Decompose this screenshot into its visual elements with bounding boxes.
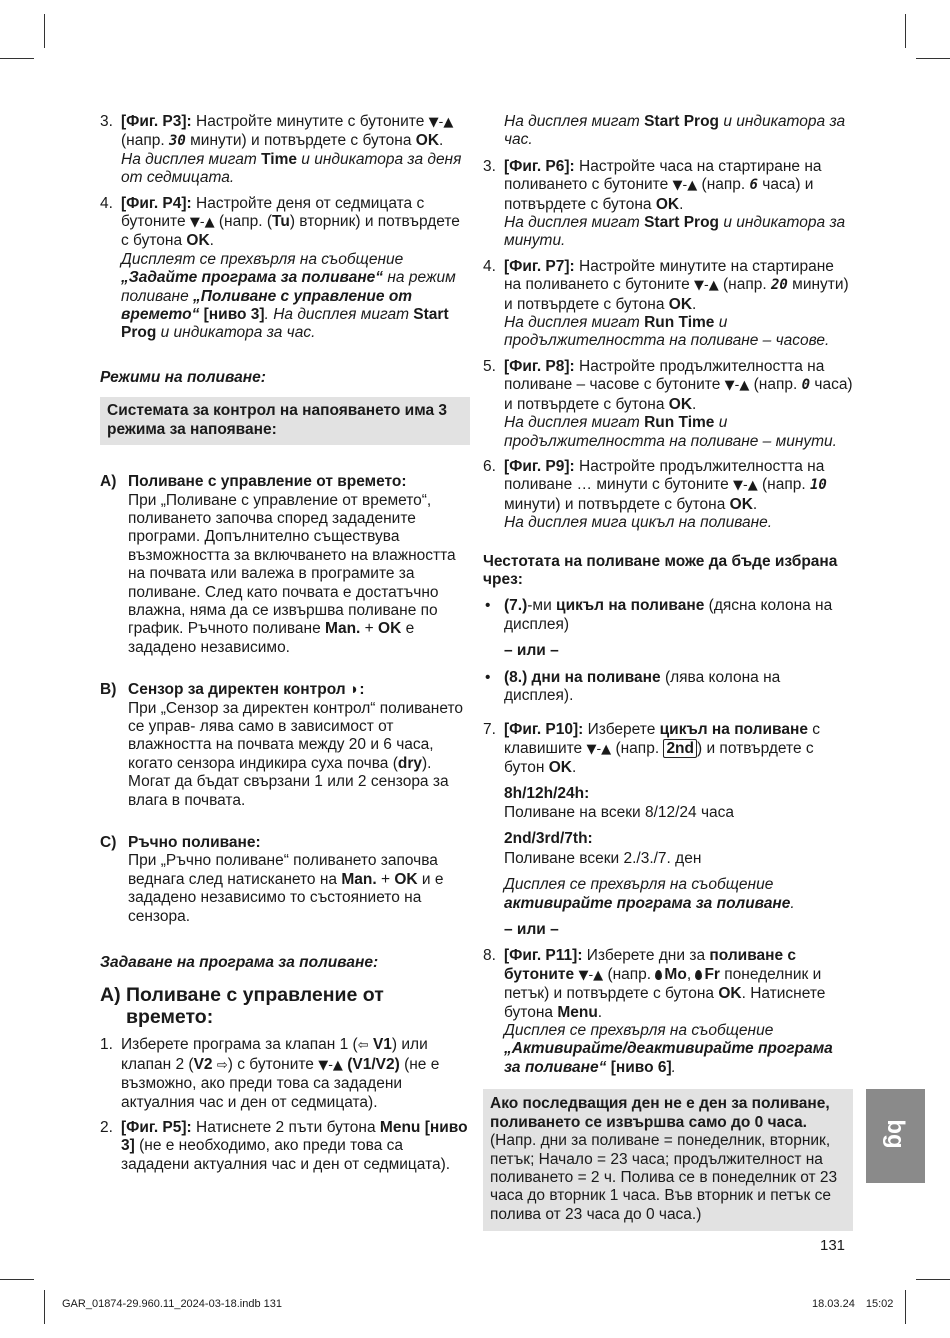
text: . (597, 1003, 603, 1021)
crop-mark (916, 1279, 950, 1280)
figure-ref: [Фиг. P3]: (121, 113, 192, 130)
text: Man. (325, 620, 361, 638)
step-number: 4. (483, 257, 496, 275)
cycle-hours-heading: 8h/12h/24h: (504, 784, 590, 802)
text: . (671, 1058, 676, 1076)
ok-key: OK (668, 395, 693, 413)
programming-title: Задаване на програма за поливане: (100, 954, 379, 972)
footer-timestamp: 18.03.24 15:02 (812, 1298, 894, 1310)
crop-mark (44, 14, 45, 48)
figure-ref: [Фиг. P8]: (504, 357, 575, 375)
text: Start Prog (644, 113, 720, 130)
or-separator: – или – (504, 921, 559, 939)
text: . (679, 195, 684, 213)
figure-ref: [Фиг. P5]: (121, 1119, 192, 1137)
figure-ref: [Фиг. P7]: (504, 257, 575, 275)
text: На дисплея мигат (504, 214, 645, 232)
step-number: 4. (100, 194, 113, 212)
crop-mark (905, 14, 906, 48)
figure-ref: [Фиг. P6]: (504, 157, 575, 175)
text: . (571, 759, 577, 777)
cycle-days-heading: 2nd/3rd/7th: (504, 830, 593, 848)
mode-heading: Поливане с управление от времето: (128, 473, 407, 491)
text: V2 (193, 1055, 213, 1073)
mode-letter: C) (100, 834, 117, 851)
text: и индикатора за час. (504, 113, 846, 149)
text: -ми (527, 597, 557, 615)
text: Menu (557, 1003, 598, 1021)
step-number: 2. (100, 1119, 113, 1137)
text: (не е необходимо, ако преди това са зададени актуалния час и ден от седмицата). (121, 1137, 451, 1173)
arrow-keys-icon: ▼-▲ (733, 478, 758, 494)
text: Menu (379, 1119, 421, 1137)
text: на режим поливане (121, 269, 456, 305)
text: ) или клапан 2 ( (121, 1036, 428, 1073)
arrow-keys-icon: ▼-▲ (724, 378, 750, 394)
text: На дисплея мигат (504, 414, 645, 432)
text: (напр. (121, 132, 169, 150)
segment-display-value: 20 (771, 277, 788, 294)
text: и е зададено независимо то състоянието на сензора. (128, 870, 444, 925)
text: При „Сензор за директен контрол“ поливането се управ- лява само в зависимост от влажността на почвата между 20 и 6 часа, когато сензора индикира суха почва ( (128, 699, 463, 772)
mode-heading: Сензор за директен контрол (128, 681, 350, 699)
segment-display-value: 6 (749, 177, 758, 194)
mode-letter: A) (100, 473, 117, 491)
text: На дисплея мига цикъл на поливане. (504, 514, 773, 532)
text: и индикатора за деня от седмицата. (121, 150, 462, 187)
text: минути) и потвърдете с бутона (504, 276, 849, 313)
text: OK (378, 620, 402, 638)
step-7-cycle (483, 721, 853, 777)
mode-letter: B) (100, 681, 117, 699)
water-drop-icon (695, 970, 702, 980)
text: Mo (664, 965, 687, 983)
bullet-cycle (483, 597, 853, 634)
bullet-icon: • (485, 597, 491, 615)
text: + (360, 620, 379, 638)
step-6-duration-minutes (483, 458, 853, 533)
text: . (439, 132, 444, 150)
text: „Активирайте/деактивирайте програма за поливане“ (504, 1040, 833, 1076)
text: При „Поливане с управление от времето“, поливането започва според зададените програми. Допълнително съществува възможността за включването на влажността на почвата или валежа в програмите за поливане. След като почвата е достатъчно влажна, няма да се извършва поливане по график. Ръчното поливане (128, 491, 456, 638)
step-8-days (483, 947, 853, 1077)
text: Изберете дни за (582, 947, 710, 965)
text: [ниво 6] (606, 1058, 672, 1076)
figure-ref: [Фиг. P10]: (504, 721, 584, 739)
text: (Напр. дни за поливане = понеделник, вторник, петък; Начало = 23 часа; продължителност на поливането = 2 ч. Полива се в понеделник от 23 часа до вторник 1 часа. Във вторник и петък се полива от 23 часа до 0 часа.) (490, 1132, 838, 1223)
text: и продължителността на поливане – часове. (504, 314, 830, 350)
mode-heading: Ръчно поливане: (128, 834, 261, 851)
text: При „Ръчно поливане“ поливането започва веднага след натискането на (128, 852, 438, 888)
text: . (752, 495, 758, 513)
text: V1 (372, 1036, 392, 1054)
arrow-keys-icon: ▼-▲ (586, 741, 612, 757)
footer-file-info: GAR_01874-29.960.11_2024-03-18.indb 131 (62, 1298, 282, 1310)
cycle-hours-text: Поливане на всеки 8/12/24 часа (504, 804, 735, 821)
cycle-days-text: Поливане всеки 2./3./7. ден (504, 849, 702, 867)
text: Изберете програма за клапан 1 ( (121, 1036, 358, 1054)
arrow-left-icon: ⇦ (357, 1038, 369, 1054)
text: На дисплея мигат (504, 113, 645, 130)
text: OK (394, 870, 418, 888)
text: Fr (704, 965, 720, 983)
step-3-start-hour (483, 158, 853, 251)
text: Run Time (644, 314, 715, 332)
text: [ниво 3] (121, 1119, 468, 1155)
segment-display-value: 10 (809, 477, 827, 494)
text: . Натиснете бутона (504, 985, 826, 1021)
text: с клавишите (504, 721, 821, 757)
segment-display-value: 0 (801, 377, 811, 394)
text: Поливане с управление от времето: (126, 984, 384, 1029)
text: Настройте продължителността на поливане … минути с бутоните (504, 457, 825, 494)
crop-mark (0, 58, 34, 59)
text: + (376, 870, 395, 888)
display-note (483, 113, 853, 150)
language-tab-label: bg (882, 1119, 909, 1149)
text: (напр. (749, 376, 802, 394)
arrow-keys-icon: ▼-▲ (189, 215, 215, 231)
text: цикъл на поливане (556, 597, 705, 615)
text: Man. (341, 870, 377, 888)
text: ) и потвърдете с бутон (504, 739, 814, 777)
page-number: 131 (820, 1237, 846, 1254)
step-5-duration-hours (483, 358, 853, 451)
text: Настройте часа на стартиране на поливането с бутоните (504, 157, 822, 194)
mode-a (100, 473, 470, 657)
ok-key: OK (548, 759, 572, 777)
text: (напр. (697, 176, 750, 194)
arrow-keys-icon: ▼-▲ (578, 967, 604, 983)
text: Натиснете 2 пъти бутона (191, 1119, 380, 1137)
text: . (790, 894, 795, 912)
arrow-keys-icon: ▼-▲ (694, 278, 719, 294)
step-4-weekday (100, 195, 470, 343)
text: . (209, 232, 214, 250)
text: ) с бутоните (227, 1055, 319, 1073)
ok-key: OK (718, 985, 742, 1003)
text: dry (397, 754, 422, 772)
text: Настройте минутите с бутоните (191, 113, 429, 130)
text: Start Prog (121, 306, 449, 342)
text: Start Prog (644, 214, 720, 232)
text: и продължителността на поливане – минути. (504, 414, 837, 450)
step-number: 5. (483, 357, 496, 375)
arrow-keys-icon: ▼-▲ (428, 115, 454, 130)
time-control-heading (100, 984, 470, 1028)
text: , (686, 965, 696, 983)
right-column (483, 113, 853, 1231)
figure-ref: [Фиг. P9]: (504, 457, 575, 475)
text: (напр. ( (214, 213, 273, 231)
step-2-menu (100, 1119, 470, 1174)
text: понеделник и петък) и потвърдете с бутона (504, 965, 822, 1003)
text: Настройте минутите на стартиране на поливането с бутоните (504, 257, 834, 294)
crop-mark (0, 1279, 34, 1280)
ok-key: OK (655, 195, 680, 213)
water-drop-icon (655, 970, 662, 980)
text: На дисплея мигат (504, 314, 645, 332)
text: Дисплеят се прехвърля на съобщение (121, 250, 404, 268)
bullet-days (483, 669, 853, 706)
activate-message (483, 876, 853, 913)
text: (V1/V2) (342, 1055, 400, 1073)
sensor-icon: ◗ (349, 681, 360, 699)
step-4-start-minutes (483, 258, 853, 351)
arrow-keys-icon: ▼-▲ (672, 178, 698, 194)
text: Дисплея се прехвърля на съобщение (504, 1022, 774, 1040)
text: (напр. (603, 965, 656, 983)
text: Настройте продължителността на поливане – часове с бутоните (504, 357, 825, 394)
step-number: 3. (483, 157, 496, 175)
text: „Поливане с управление от времето“ (121, 287, 413, 324)
text: (дясна колона на дисплея) (504, 597, 833, 633)
text: Run Time (644, 414, 715, 432)
step-1-valve (100, 1036, 470, 1112)
text: и индикатора за час. (156, 324, 316, 342)
text: (лява колона на дисплея). (504, 668, 781, 704)
crop-mark (916, 58, 950, 59)
text: ). Могат да бъдат свързани 1 или 2 сензора за влага в почвата. (128, 754, 449, 809)
step-number: 6. (483, 457, 496, 475)
text: A) (100, 984, 121, 1007)
modes-title: Режими на поливане: (100, 368, 266, 386)
text: часа) и потвърдете с бутона (504, 376, 853, 413)
step-number: 1. (100, 1036, 113, 1054)
arrow-right-icon: ⇨ (216, 1057, 228, 1073)
step-3-minutes (100, 113, 470, 188)
text: На дисплея мигат (121, 150, 262, 168)
text: минути) и потвърдете с бутона (504, 495, 730, 513)
text: поливане с бутоните (504, 947, 797, 983)
text: Tu (272, 213, 290, 231)
mode-c (100, 834, 470, 926)
text: . (692, 295, 697, 313)
figure-ref: [Фиг. P11]: (504, 947, 583, 965)
text: Ако последващия ден не е ден за поливане, поливането се извършва само до 0 часа. (490, 1095, 830, 1131)
ok-key: OK (729, 495, 753, 513)
text: минути) и потвърдете с бутона (185, 132, 416, 150)
cycle-display-box: 2nd (663, 739, 697, 758)
text: . На дисплея мигат (264, 306, 414, 324)
text: цикъл на поливане (659, 721, 808, 739)
text: часа) и потвърдете с бутона (504, 176, 814, 213)
text: Настройте деня от седмицата с бутоните (121, 194, 425, 231)
mode-b: B) Сензор за директен контрол ◗: При „Сензор за директен контрол“ поливането се управ- лява само в зависимост от влажността на почвата между 20 и 6 часа, когато сензора индикира суха почва (dry). Могат да бъдат свързани 1 или 2 сензора за влага в почвата. (100, 681, 463, 809)
frequency-title: Честотата на поливане може да бъде избрана чрез: (483, 552, 838, 588)
arrow-keys-icon: ▼-▲ (318, 1057, 343, 1073)
text: (не е възможно, ако преди това са зададени актуалния час и ден от седмицата). (121, 1055, 440, 1111)
text: . (692, 395, 697, 413)
figure-ref: [Фиг. P4]: (121, 194, 192, 212)
step-number: 8. (483, 947, 496, 965)
bullet-icon: • (485, 668, 491, 686)
text: Time (261, 150, 297, 168)
crop-mark (44, 1290, 45, 1324)
text: (напр. (611, 739, 664, 757)
text: и индикатора за минути. (504, 214, 846, 250)
text: активирайте програма за поливане (504, 894, 791, 912)
note-box (483, 1089, 853, 1231)
ok-key: OK (668, 295, 693, 313)
left-column (100, 113, 470, 1181)
step-number: 3. (100, 113, 113, 130)
or-separator: – или – (504, 642, 559, 660)
text: (напр. (718, 276, 771, 294)
modes-box: Системата за контрол на напояването има 3 режима за напояване: (100, 397, 470, 445)
text: ) вторник) и потвърдете с бутона (121, 213, 460, 250)
ok-key: OK (415, 132, 440, 150)
text: (7.) (504, 597, 528, 615)
step-number: 7. (483, 721, 496, 739)
crop-mark (905, 1290, 906, 1324)
segment-display-value: 30 (168, 133, 186, 150)
text: „Задайте програма за поливане“ (121, 269, 384, 287)
text: Изберете (583, 721, 660, 739)
text: (напр. (757, 476, 810, 494)
text: (8.) дни на поливане (504, 668, 661, 686)
text: е зададено независимо. (128, 620, 415, 656)
text: Дисплея се прехвърля на съобщение (504, 876, 774, 894)
text: [ниво 3] (199, 306, 265, 324)
ok-key: OK (186, 232, 210, 250)
